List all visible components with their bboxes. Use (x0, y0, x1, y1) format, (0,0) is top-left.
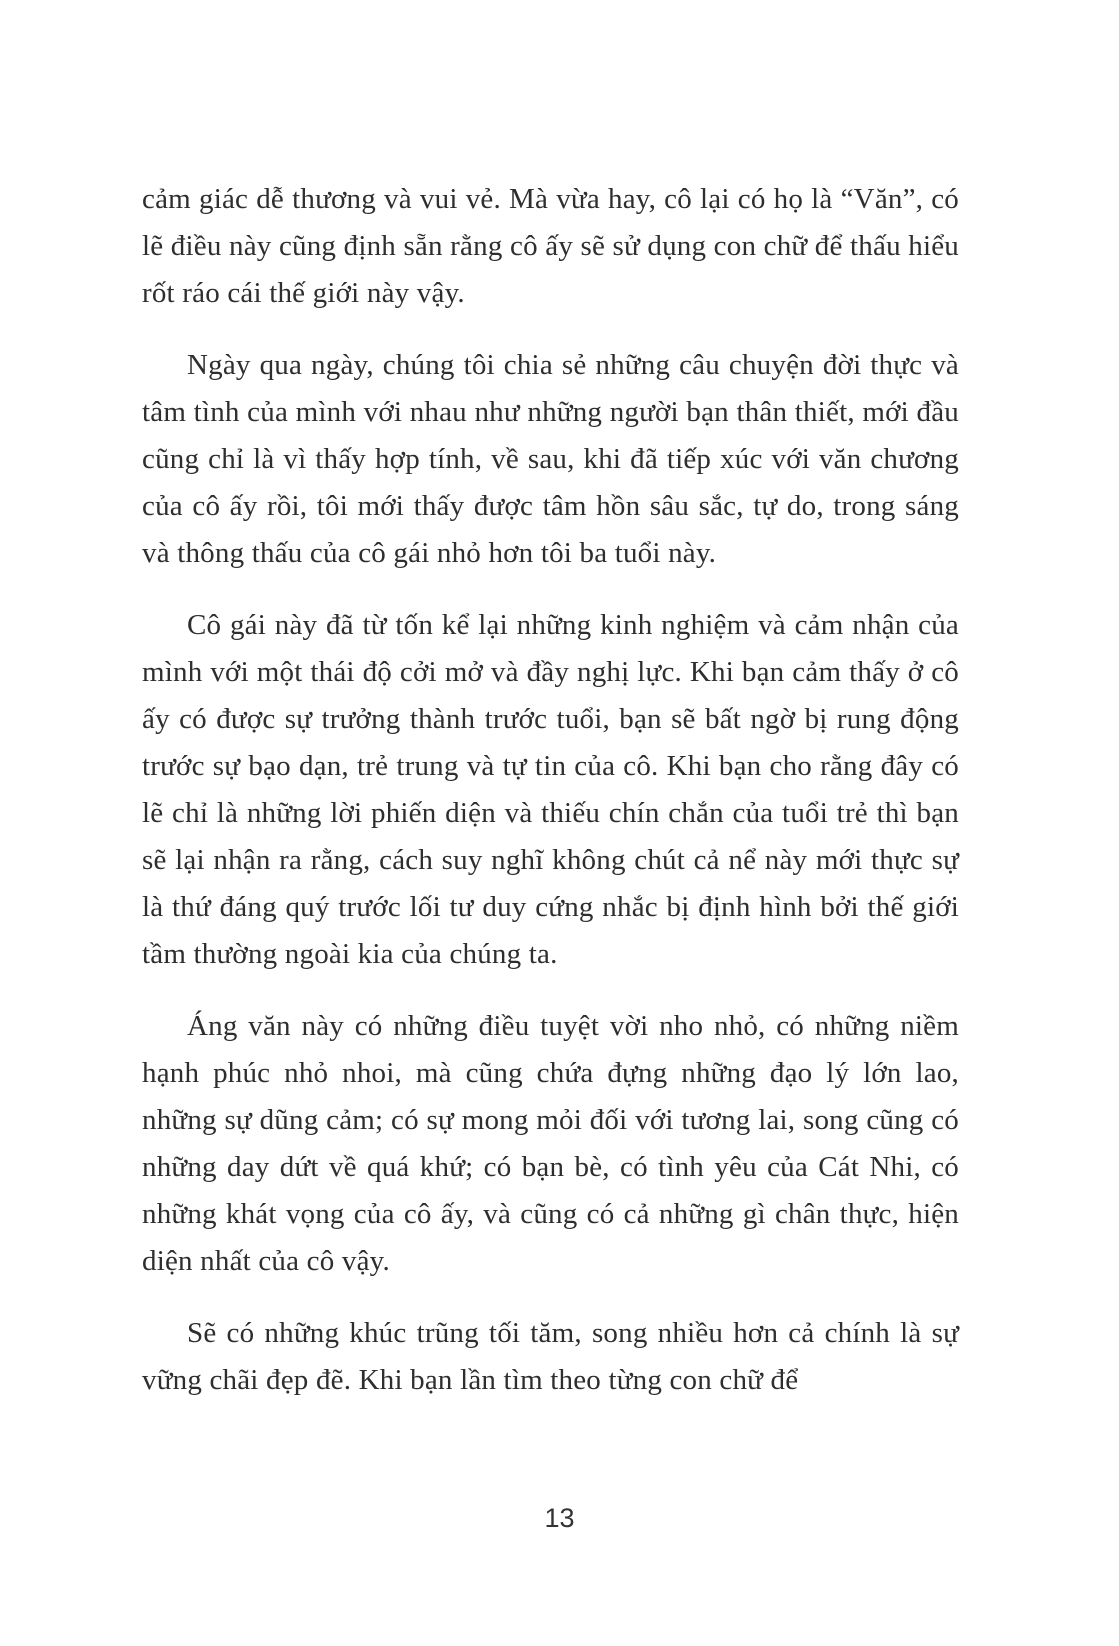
paragraph-4: Áng văn này có những điều tuyệt vời nho nhỏ, có những niềm hạnh phúc nhỏ nhoi, mà cũng chứa đựng những đạo lý lớn lao, những sự dũng cảm; có sự mong mỏi đối với tương lai, song cũng có những day dứt về quá khứ; có bạn bè, có tình yêu của Cát Nhi, có những khát vọng của cô ấy, và cũng có cả những gì chân thực, hiện diện nhất của cô vậy. (142, 1010, 959, 1277)
paragraph-2: Ngày qua ngày, chúng tôi chia sẻ những câu chuyện đời thực và tâm tình của mình với nhau như những người bạn thân thiết, mới đầu cũng chỉ là vì thấy hợp tính, về sau, khi đã tiếp xúc với văn chương của cô ấy rồi, tôi mới thấy được tâm hồn sâu sắc, tự do, trong sáng và thông thấu của cô gái nhỏ hơn tôi ba tuổi này. (142, 349, 959, 569)
paragraph-5: Sẽ có những khúc trũng tối tăm, song nhiều hơn cả chính là sự vững chãi đẹp đẽ. Khi bạn lần tìm theo từng con chữ để (142, 1317, 959, 1396)
paragraph-continuation: cảm giác dễ thương và vui vẻ. Mà vừa hay, cô lại có họ là “Văn”, có lẽ điều này cũng định sẵn rằng cô ấy sẽ sử dụng con chữ để thấu hiểu rốt ráo cái thế giới này vậy. (142, 183, 959, 309)
page-number: 13 (544, 1503, 575, 1533)
body-text (142, 176, 959, 1404)
paragraph-3: Cô gái này đã từ tốn kể lại những kinh nghiệm và cảm nhận của mình với một thái độ cởi mở và đầy nghị lực. Khi bạn cảm thấy ở cô ấy có được sự trưởng thành trước tuổi, bạn sẽ bất ngờ bị rung động trước sự bạo dạn, trẻ trung và tự tin của cô. Khi bạn cho rằng đây có lẽ chỉ là những lời phiến diện và thiếu chín chắn của tuổi trẻ thì bạn sẽ lại nhận ra rằng, cách suy nghĩ không chút cả nể này mới thực sự là thứ đáng quý trước lối tư duy cứng nhắc bị định hình bởi thế giới tầm thường ngoài kia của chúng ta. (142, 609, 959, 970)
